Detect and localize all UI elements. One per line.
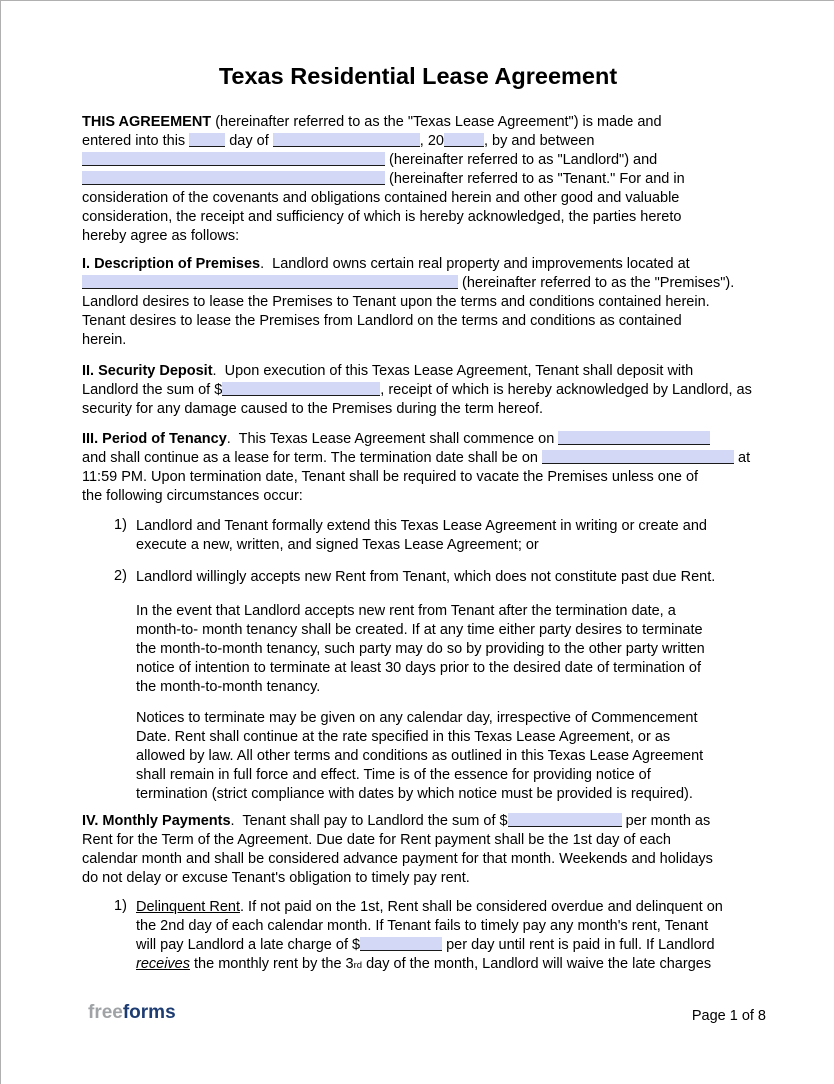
text-run: day of xyxy=(225,133,273,149)
section-heading: I. Description of Premises xyxy=(82,256,261,272)
text-run: at xyxy=(733,450,751,466)
text-run: . Landlord owns certain real property and improvements located at xyxy=(260,256,690,272)
late-charge-amount-blank-field[interactable] xyxy=(360,937,442,951)
month-blank-field[interactable] xyxy=(273,133,420,147)
list-item-number: 1) xyxy=(114,517,127,533)
text-line xyxy=(82,430,834,449)
landlord-name-blank-field[interactable] xyxy=(82,152,385,166)
text-run: (hereinafter referred to as the "Texas Lease Agreement") is made and xyxy=(211,114,662,130)
list-item-extend-agreement xyxy=(82,517,834,555)
text-line xyxy=(82,151,834,170)
text-run: day of the month, Landlord will waive the late charges xyxy=(362,956,712,972)
section-monthly-payments xyxy=(82,812,834,888)
section-heading: IV. Monthly Payments xyxy=(82,813,231,829)
section-description-of-premises xyxy=(82,255,834,350)
text-line: herein. xyxy=(82,332,127,348)
tenant-name-blank-field[interactable] xyxy=(82,171,385,185)
text-line: Landlord willingly accepts new Rent from Tenant, which does not constitute past due Rent. xyxy=(136,569,716,585)
text-line: notice of intention to terminate at least 30 days prior to the desired date of termination of xyxy=(136,660,702,676)
section-security-deposit xyxy=(82,362,834,419)
text-run: per month as xyxy=(621,813,711,829)
text-run: , receipt of which is hereby acknowledged by Landlord, as xyxy=(380,382,752,398)
monthly-rent-amount-blank-field[interactable] xyxy=(508,813,622,827)
document-content xyxy=(1,1,834,974)
list-item-body xyxy=(136,898,723,974)
page-title: Texas Residential Lease Agreement xyxy=(218,63,618,89)
text-line xyxy=(82,132,834,151)
section-heading: III. Period of Tenancy xyxy=(82,431,227,447)
text-line xyxy=(82,812,834,831)
text-run: , 20 xyxy=(419,133,444,149)
text-line: the following circumstances occur: xyxy=(82,488,303,504)
month-to-month-paragraph xyxy=(136,602,834,697)
text-run: entered into this xyxy=(82,133,190,149)
text-line: 11:59 PM. Upon termination date, Tenant shall be required to vacate the Premises unless one of xyxy=(82,469,699,485)
commencement-date-blank-field[interactable] xyxy=(558,431,710,445)
text-run: (hereinafter referred to as the "Premises"). xyxy=(458,275,735,291)
freeforms-logo xyxy=(88,1002,176,1024)
notices-to-terminate-paragraph xyxy=(136,709,834,804)
text-line xyxy=(82,449,834,468)
termination-date-blank-field[interactable] xyxy=(542,450,734,464)
text-line xyxy=(82,362,834,381)
text-line: Landlord desires to lease the Premises to Tenant upon the terms and conditions contained herein. xyxy=(82,294,710,310)
list-item-number: 1) xyxy=(114,898,127,914)
text-line: shall remain in full force and effect. Time is of the essence for providing notice of xyxy=(136,767,651,783)
text-run: the monthly rent by the 3 xyxy=(190,956,354,972)
text-run: . Upon execution of this Texas Lease Agreement, Tenant shall deposit with xyxy=(212,363,694,379)
list-item-number: 2) xyxy=(114,568,127,584)
text-line: In the event that Landlord accepts new rent from Tenant after the termination date, a xyxy=(136,603,676,619)
text-run: . This Texas Lease Agreement shall commence on xyxy=(226,431,559,447)
text-run: will pay Landlord a late charge of $ xyxy=(136,937,361,953)
agreement-lead-in: THIS AGREEMENT xyxy=(82,114,212,130)
text-run: and shall continue as a lease for term. The termination date shall be on xyxy=(82,450,542,466)
text-line: consideration of the covenants and obligations contained herein and other good and valuable xyxy=(82,190,680,206)
text-line xyxy=(82,274,834,293)
ordinal-suffix: rd xyxy=(353,960,363,971)
text-line xyxy=(136,898,723,917)
section-heading: II. Security Deposit xyxy=(82,363,213,379)
delinquent-rent-term: Delinquent Rent xyxy=(136,899,240,915)
list-item-accepts-new-rent xyxy=(82,568,834,587)
text-line: security for any damage caused to the Premises during the term hereof. xyxy=(82,401,544,417)
list-item-delinquent-rent xyxy=(82,898,834,974)
text-line: calendar month and shall be considered advance payment for that month. Weekends and holidays xyxy=(82,851,713,867)
text-run: . If not paid on the 1st, Rent shall be considered overdue and delinquent on xyxy=(240,899,723,915)
day-blank-field[interactable] xyxy=(189,133,225,147)
text-line xyxy=(136,936,723,955)
list-item-body xyxy=(136,568,715,587)
text-line: Date. Rent shall continue at the rate specified in this Texas Lease Agreement, or as xyxy=(136,729,671,745)
text-line: termination (strict compliance with dates by which notice must be provided is required). xyxy=(136,786,693,802)
page-number-label: Page 1 of 8 xyxy=(691,1008,766,1024)
premises-address-blank-field[interactable] xyxy=(82,275,458,289)
security-deposit-amount-blank-field[interactable] xyxy=(222,382,380,396)
logo-forms-text: forms xyxy=(122,1002,176,1023)
logo-free-text: free xyxy=(88,1002,123,1023)
text-line: Notices to terminate may be given on any calendar day, irrespective of Commencement xyxy=(136,710,698,726)
text-run: Landlord the sum of $ xyxy=(82,382,223,398)
text-line: Tenant desires to lease the Premises from Landlord on the terms and conditions as contained xyxy=(82,313,682,329)
text-line: consideration, the receipt and sufficiency of which is hereby acknowledged, the parties hereto xyxy=(82,209,682,225)
text-line: the 2nd day of each calendar month. If Tenant fails to timely pay any month's rent, Tenant xyxy=(136,918,709,934)
text-line xyxy=(82,113,834,132)
text-line xyxy=(82,170,834,189)
year-blank-field[interactable] xyxy=(444,133,484,147)
text-line: do not delay or excuse Tenant's obligation to timely pay rent. xyxy=(82,870,470,886)
text-run: , by and between xyxy=(483,133,595,149)
list-item-body xyxy=(136,517,707,555)
text-line: the month-to-month tenancy. xyxy=(136,679,321,695)
opening-paragraph xyxy=(82,113,834,246)
section-period-of-tenancy xyxy=(82,430,834,506)
text-run: per day until rent is paid in full. If Landlord xyxy=(442,937,715,953)
text-line: the month-to-month tenancy, such party may do so by providing to the other party written xyxy=(136,641,705,657)
text-run: (hereinafter referred to as "Landlord") and xyxy=(385,152,658,168)
text-line: Rent for the Term of the Agreement. Due date for Rent payment shall be the 1st day of each xyxy=(82,832,671,848)
text-line xyxy=(82,381,834,400)
text-line: month-to- month tenancy shall be created. If at any time either party desires to terminate xyxy=(136,622,703,638)
receives-emphasis: receives xyxy=(136,956,190,972)
text-line: Landlord and Tenant formally extend this Texas Lease Agreement in writing or create and xyxy=(136,518,707,534)
text-line xyxy=(136,955,723,974)
text-line: execute a new, written, and signed Texas Lease Agreement; or xyxy=(136,537,539,553)
text-line: hereby agree as follows: xyxy=(82,228,240,244)
text-line xyxy=(82,255,834,274)
text-run: . Tenant shall pay to Landlord the sum of $ xyxy=(230,813,508,829)
text-run: (hereinafter referred to as "Tenant." For and in xyxy=(385,171,685,187)
text-line: allowed by law. All other terms and conditions as outlined in this Texas Lease Agreement xyxy=(136,748,704,764)
